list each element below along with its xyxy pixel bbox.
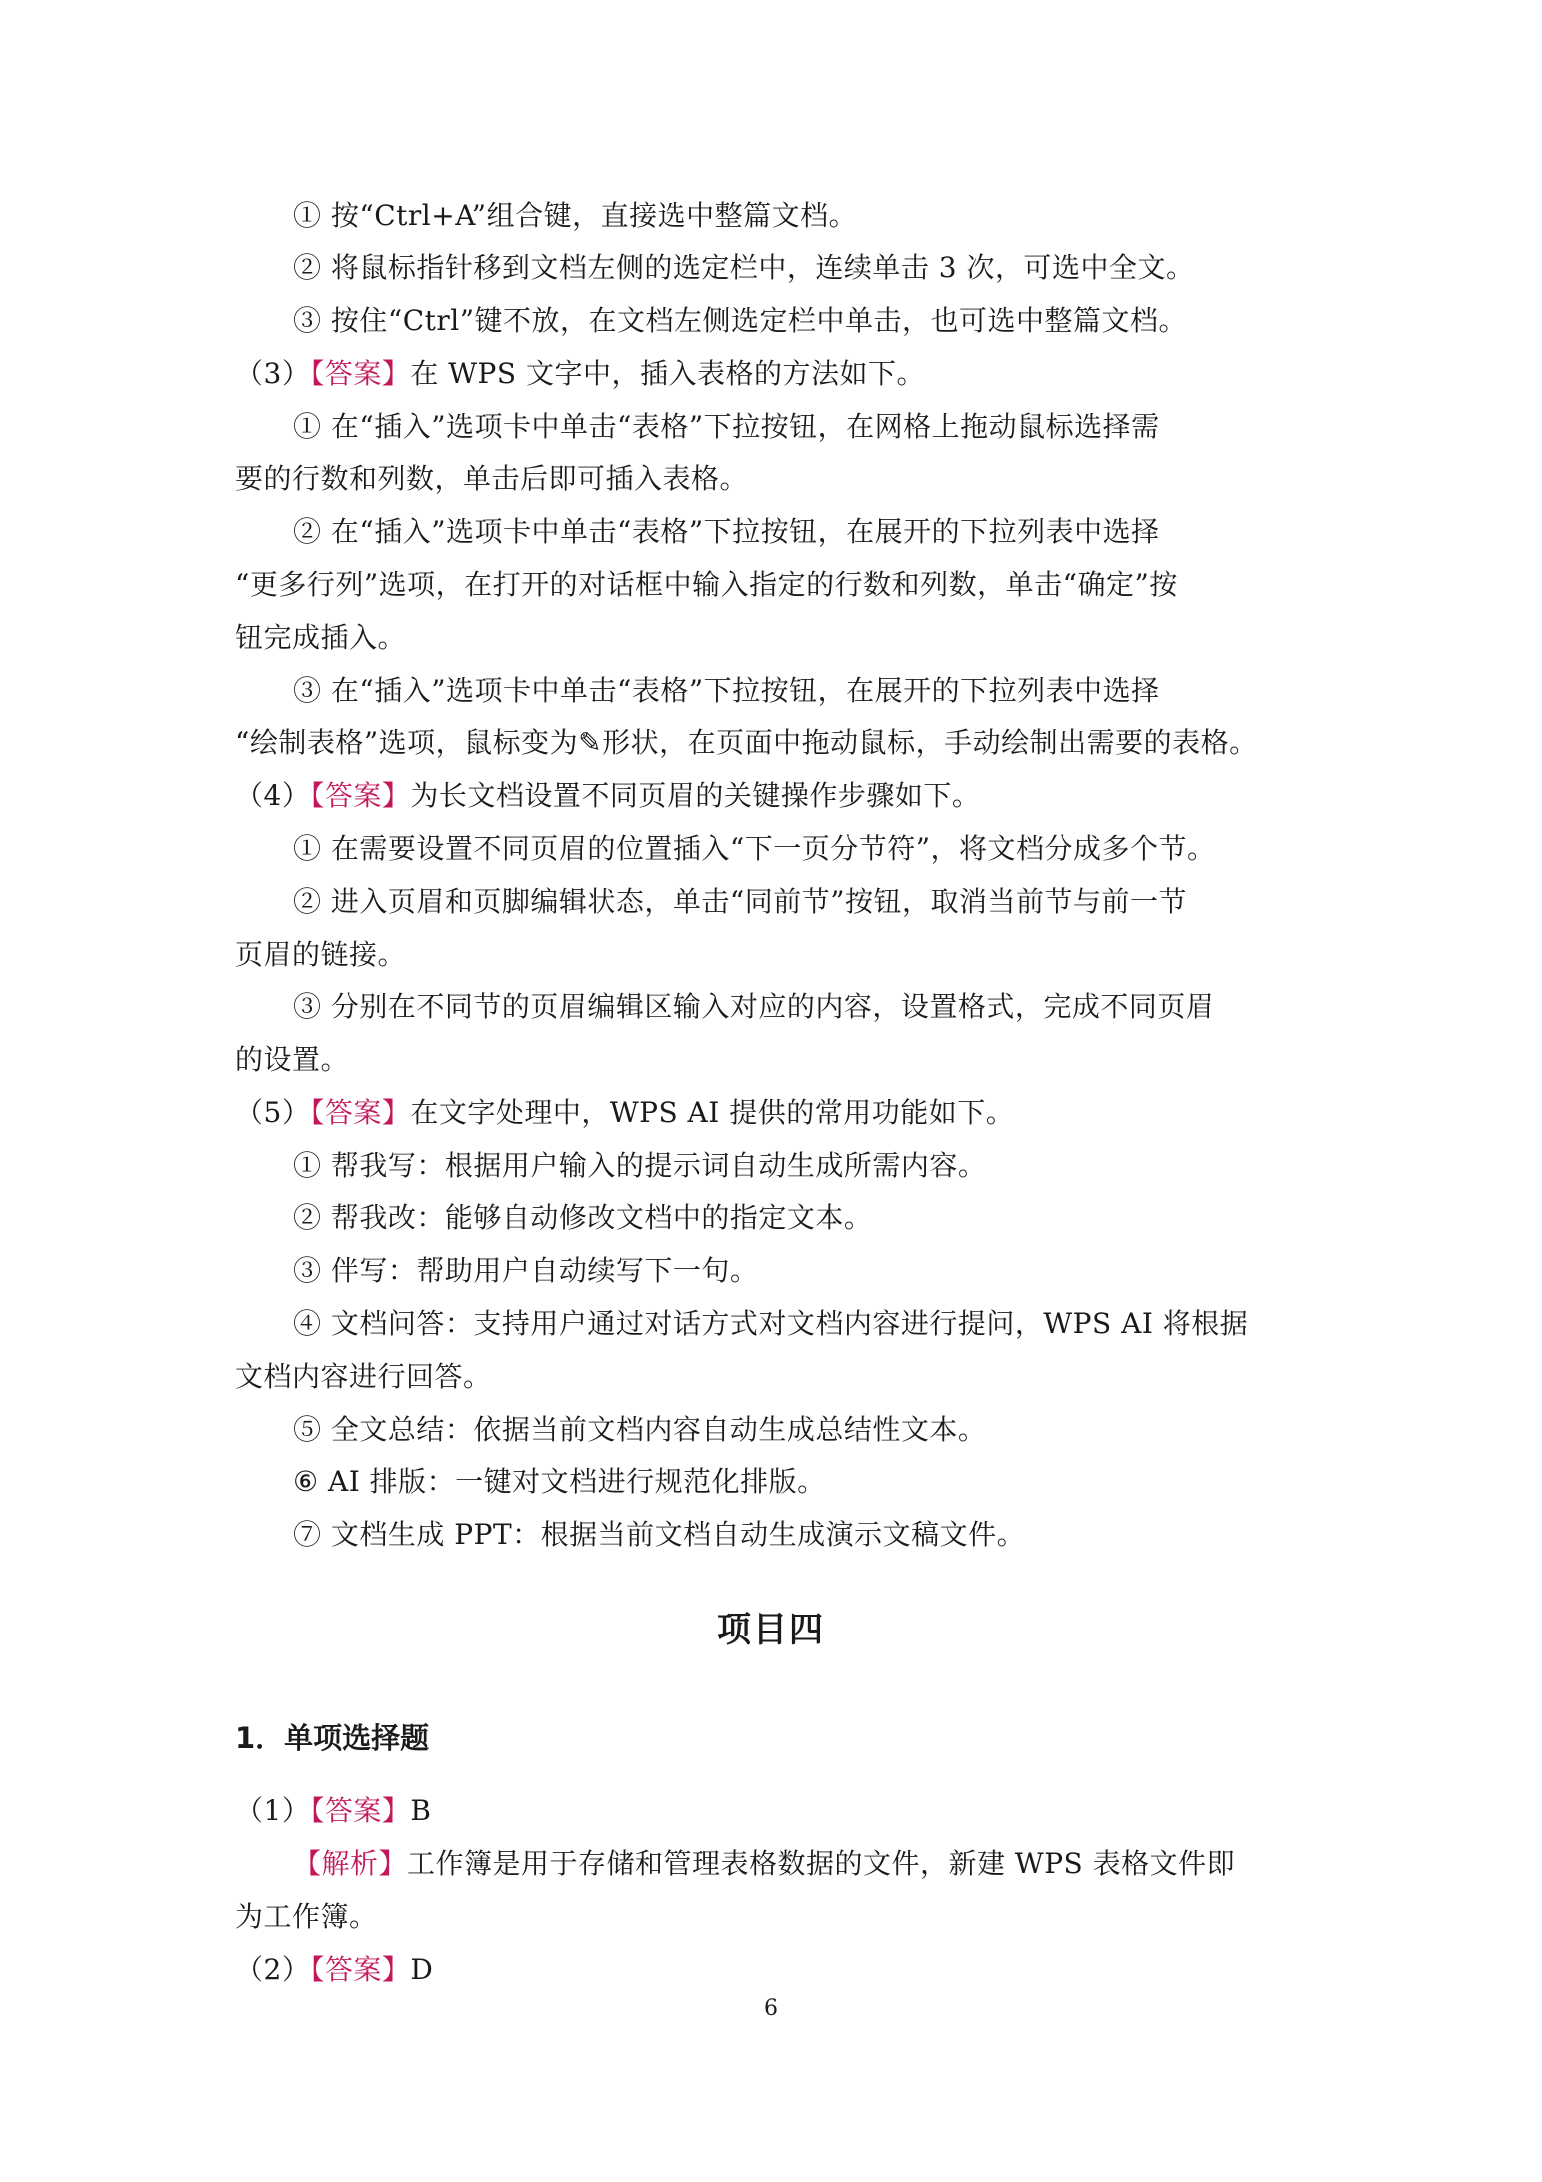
text-line: ③ 分别在不同节的页眉编辑区输入对应的内容，设置格式，完成不同页眉 (293, 990, 1215, 1023)
question-line (235, 1093, 1014, 1133)
answer-tag: 【答案】 (310, 357, 411, 390)
subsection-title: 1．单项选择题 (235, 1721, 430, 1755)
text-line: ③ 在“插入”选项卡中单击“表格”下拉按钮，在展开的下拉列表中选择 (293, 674, 1160, 707)
page-number: 6 (764, 1996, 778, 2021)
text-line: ② 在“插入”选项卡中单击“表格”下拉按钮，在展开的下拉列表中选择 (293, 515, 1160, 548)
question-text: 在 WPS 文字中，插入表格的方法如下。 (410, 357, 925, 390)
section-title: 项目四 (717, 1610, 825, 1650)
text-line: 文档内容进行回答。 (235, 1360, 492, 1393)
answer-value: D (410, 1953, 434, 1986)
text-line: ② 进入页眉和页脚编辑状态，单击“同前节”按钮，取消当前节与前一节 (293, 885, 1188, 918)
question-number: （4） (235, 779, 311, 812)
question-line (235, 1950, 433, 1990)
text-line: ⑦ 文档生成 PPT：根据当前文档自动生成演示文稿文件。 (293, 1518, 1026, 1551)
question-text: 为长文档设置不同页眉的关键操作步骤如下。 (410, 779, 981, 812)
analysis-tag: 【解析】 (293, 1847, 408, 1880)
text-line: ③ 按住“Ctrl”键不放，在文档左侧选定栏中单击，也可选中整篇文档。 (293, 304, 1188, 337)
text-line: 要的行数和列数，单击后即可插入表格。 (235, 462, 749, 495)
text-line: ② 帮我改：能够自动修改文档中的指定文本。 (293, 1201, 873, 1234)
text-line: ① 帮我写：根据用户输入的提示词自动生成所需内容。 (293, 1149, 987, 1182)
question-line (235, 354, 925, 394)
analysis-line (293, 1844, 1235, 1884)
question-number: （2） (235, 1953, 311, 1986)
answer-value: B (410, 1794, 432, 1827)
text-line: ② 将鼠标指针移到文档左侧的选定栏中，连续单击 3 次，可选中全文。 (293, 251, 1195, 284)
question-text: 在文字处理中，WPS AI 提供的常用功能如下。 (410, 1096, 1015, 1129)
question-line (235, 1791, 431, 1831)
text-line: 页眉的链接。 (235, 938, 407, 971)
text-line: ⑥ AI 排版：一键对文档进行规范化排版。 (293, 1465, 826, 1498)
text-line: 为工作簿。 (235, 1900, 378, 1933)
text-line: 钮完成插入。 (235, 621, 407, 654)
text-line: 的设置。 (235, 1043, 350, 1076)
answer-tag: 【答案】 (310, 1096, 411, 1129)
text-line: ⑤ 全文总结：依据当前文档内容自动生成总结性文本。 (293, 1413, 987, 1446)
text-line: “绘制表格”选项，鼠标变为✎形状，在页面中拖动鼠标，手动绘制出需要的表格。 (235, 726, 1258, 759)
question-number: （1） (235, 1794, 311, 1827)
answer-tag: 【答案】 (310, 1953, 411, 1986)
answer-tag: 【答案】 (310, 779, 411, 812)
question-line (235, 776, 980, 816)
analysis-text: 工作簿是用于存储和管理表格数据的文件，新建 WPS 表格文件即 (407, 1847, 1236, 1880)
answer-tag: 【答案】 (310, 1794, 411, 1827)
text-line: “更多行列”选项，在打开的对话框中输入指定的行数和列数，单击“确定”按 (235, 568, 1178, 601)
question-number: （5） (235, 1096, 311, 1129)
text-line: ① 在“插入”选项卡中单击“表格”下拉按钮，在网格上拖动鼠标选择需 (293, 410, 1160, 443)
text-line: ① 按“Ctrl+A”组合键，直接选中整篇文档。 (293, 199, 858, 232)
text-line: ① 在需要设置不同页眉的位置插入“下一页分节符”，将文档分成多个节。 (293, 832, 1216, 865)
text-line: ④ 文档问答：支持用户通过对话方式对文档内容进行提问，WPS AI 将根据 (293, 1307, 1249, 1340)
question-number: （3） (235, 357, 311, 390)
text-line: ③ 伴写：帮助用户自动续写下一句。 (293, 1254, 759, 1287)
